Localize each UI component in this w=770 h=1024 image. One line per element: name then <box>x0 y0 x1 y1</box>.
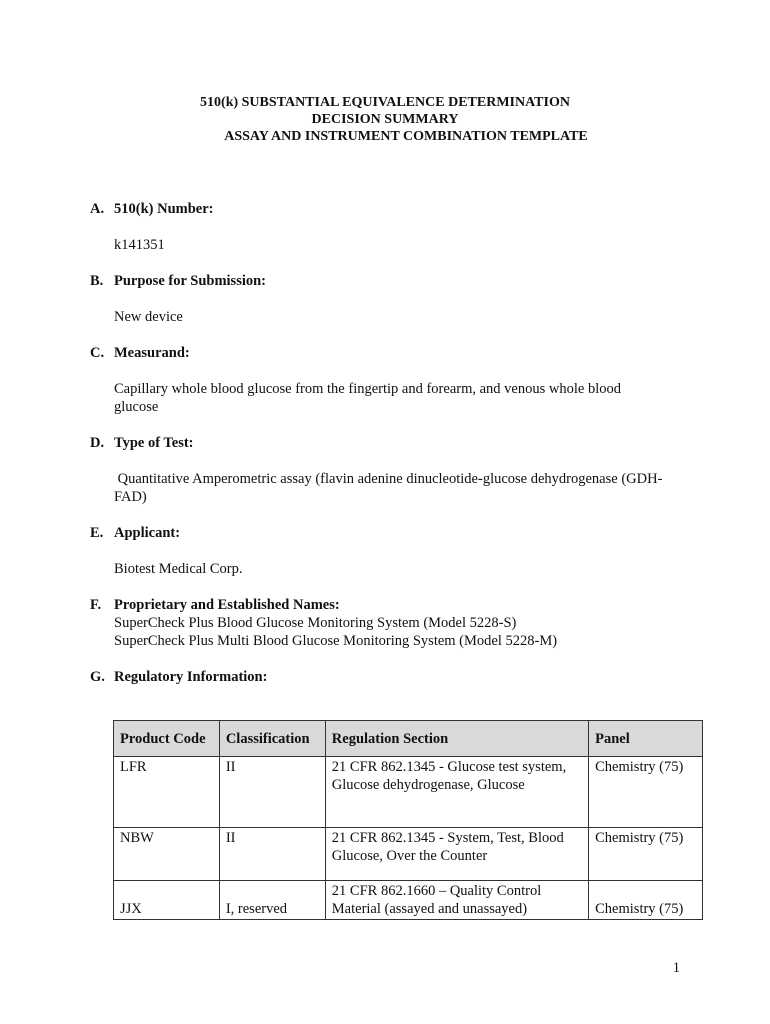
section-d-body-line-1: Quantitative Amperometric assay (flavin adenine dinucleotide-glucose dehydrogenase (GDH- <box>114 471 663 487</box>
title-line-3: ASSAY AND INSTRUMENT COMBINATION TEMPLATE <box>224 129 588 144</box>
section-b-letter: B. <box>90 273 104 289</box>
table-row <box>114 828 703 881</box>
cell-product-code: LFR <box>114 757 220 828</box>
section-a-letter: A. <box>90 201 105 217</box>
section-c-letter: C. <box>90 345 105 361</box>
regulation-line-2: Material (assayed and unassayed) <box>331 901 528 917</box>
section-e-body: Biotest Medical Corp. <box>114 561 243 577</box>
section-d-body-line-2: FAD) <box>114 489 147 505</box>
cell-product-code: NBW <box>114 828 220 881</box>
cell-classification: II <box>219 828 325 881</box>
header-classification: Classification <box>219 721 325 757</box>
section-g-heading: Regulatory Information: <box>114 669 268 685</box>
section-c-body-line-1: Capillary whole blood glucose from the fingertip and forearm, and venous whole blood <box>114 381 621 397</box>
section-a-body: k141351 <box>114 237 165 253</box>
section-c <box>90 344 710 416</box>
header-regulation-section: Regulation Section <box>325 721 588 757</box>
cell-regulation-section <box>325 757 588 828</box>
cell-panel: Chemistry (75) <box>589 881 703 920</box>
section-c-body-line-2: glucose <box>114 399 159 415</box>
title-line-2: DECISION SUMMARY <box>311 112 459 127</box>
table-row <box>114 881 703 920</box>
section-b <box>90 272 710 326</box>
section-d-heading: Type of Test: <box>114 435 194 451</box>
regulation-line-1: 21 CFR 862.1345 - Glucose test system, <box>331 759 567 775</box>
cell-panel: Chemistry (75) <box>589 757 703 828</box>
section-e-letter: E. <box>90 525 104 541</box>
section-d <box>90 434 710 506</box>
header-panel: Panel <box>589 721 703 757</box>
section-e <box>90 524 710 578</box>
page-number: 1 <box>672 960 680 976</box>
section-b-heading: Purpose for Submission: <box>114 273 267 289</box>
section-f-name-2: SuperCheck Plus Multi Blood Glucose Monitoring System (Model 5228-M) <box>114 633 558 649</box>
cell-regulation-section <box>325 881 588 920</box>
section-a <box>90 200 710 254</box>
regulation-line-1: 21 CFR 862.1660 – Quality Control <box>331 883 542 899</box>
regulation-line-1: 21 CFR 862.1345 - System, Test, Blood <box>331 830 564 846</box>
section-d-letter: D. <box>90 435 105 451</box>
regulatory-table <box>113 720 703 920</box>
section-f-heading: Proprietary and Established Names: <box>114 597 340 613</box>
document-title <box>0 94 770 145</box>
section-g-letter: G. <box>90 669 105 685</box>
cell-classification: I, reserved <box>219 881 325 920</box>
section-b-body: New device <box>114 309 183 325</box>
section-e-heading: Applicant: <box>114 525 181 541</box>
section-f-letter: F. <box>90 597 102 613</box>
cell-classification: II <box>219 757 325 828</box>
table-header-row <box>114 721 703 757</box>
section-f <box>90 596 710 650</box>
section-f-name-1: SuperCheck Plus Blood Glucose Monitoring System (Model 5228-S) <box>114 615 517 631</box>
header-product-code: Product Code <box>114 721 220 757</box>
title-line-1: 510(k) SUBSTANTIAL EQUIVALENCE DETERMINATION <box>200 95 570 110</box>
section-c-heading: Measurand: <box>114 345 190 361</box>
table-row <box>114 757 703 828</box>
cell-product-code: JJX <box>114 881 220 920</box>
regulation-line-2: Glucose, Over the Counter <box>331 848 488 864</box>
section-g <box>90 668 710 686</box>
cell-panel: Chemistry (75) <box>589 828 703 881</box>
cell-regulation-section <box>325 828 588 881</box>
regulation-line-2: Glucose dehydrogenase, Glucose <box>331 777 525 793</box>
section-a-heading: 510(k) Number: <box>114 201 214 217</box>
